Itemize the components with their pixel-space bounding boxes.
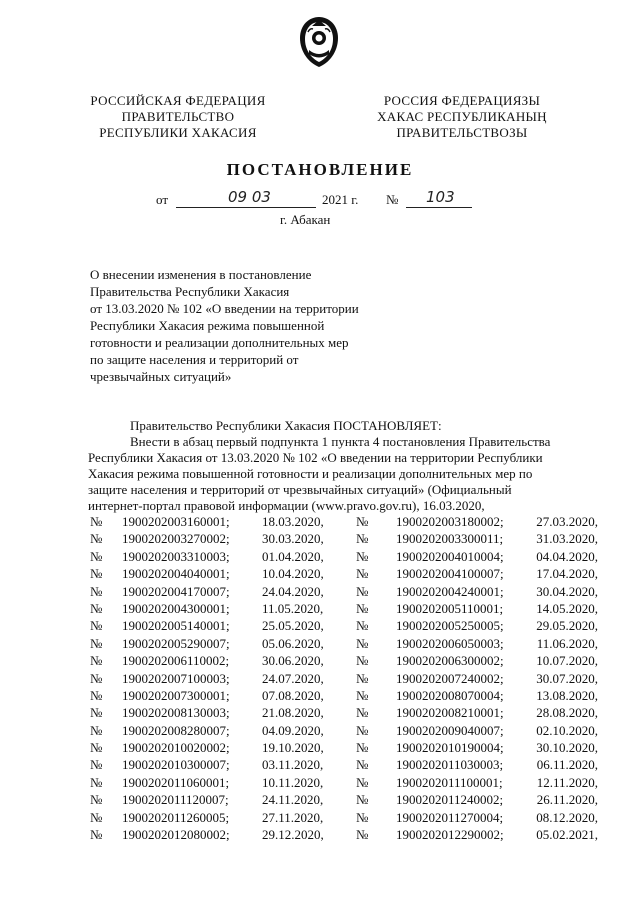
registry-number: 1900202004040001; (122, 566, 230, 582)
publication-date: 24.11.2020, (262, 792, 324, 808)
registry-number: 1900202007240002; (396, 670, 504, 686)
document-title: ПОСТАНОВЛЕНИЕ (226, 160, 414, 179)
coat-of-arms-icon (296, 14, 342, 70)
registry-row (88, 792, 600, 809)
registry-row (88, 723, 600, 740)
publication-date: 05.02.2021, (536, 827, 598, 843)
registry-row (88, 601, 600, 618)
registry-number: 1900202005290007; (122, 635, 230, 651)
number-sign: № (356, 670, 369, 686)
number-sign: № (356, 792, 369, 808)
body-line: Внести в абзац первый подпункта 1 пункта 4 постановления Правительства (130, 434, 551, 449)
number-sign: № (356, 566, 369, 582)
registry-number: 1900202012080002; (122, 827, 230, 843)
header-left-line-3: РЕСПУБЛИКИ ХАКАСИЯ (99, 125, 257, 140)
registry-number: 1900202003180002; (396, 514, 504, 529)
number-sign: № (356, 827, 369, 843)
handwritten-number: 103 (426, 188, 455, 206)
registry-row (88, 671, 600, 688)
number-sign: № (90, 635, 103, 651)
registry-number: 1900202011270004; (396, 809, 504, 825)
registry-row (88, 810, 600, 827)
registry-number: 1900202009040007; (396, 722, 504, 738)
number-sign: № (356, 514, 369, 529)
publication-date: 14.05.2020, (536, 600, 598, 616)
body-line: защите населения и территорий от чрезвычайных ситуаций» (Официальный (88, 482, 512, 497)
handwritten-date: 09 03 (228, 188, 271, 206)
registry-number: 1900202004240001; (396, 583, 504, 599)
subject-line: чрезвычайных ситуаций» (90, 369, 232, 384)
registry-number: 1900202008210001; (396, 705, 504, 721)
subject-line: готовности и реализации дополнительных мер (90, 335, 349, 350)
registry-number: 1900202008070004; (396, 687, 504, 703)
registry-number: 1900202006110002; (122, 653, 230, 669)
registry-row (88, 531, 600, 548)
number-sign: № (90, 531, 103, 547)
registry-row (88, 740, 600, 757)
publication-date: 30.03.2020, (262, 531, 324, 547)
publication-date: 13.08.2020, (536, 687, 598, 703)
number-sign: № (356, 757, 369, 773)
header-right-line-3: ПРАВИТЕЛЬСТВОЗЫ (396, 125, 528, 140)
number-sign: № (356, 653, 369, 669)
number-sign: № (90, 740, 103, 756)
publication-date: 11.05.2020, (262, 600, 324, 616)
registry-row (88, 705, 600, 722)
registry-number: 1900202004170007; (122, 583, 230, 599)
year-label: 2021 г. (322, 192, 359, 207)
date-number-line (150, 188, 510, 212)
header-right (362, 93, 562, 141)
number-sign: № (356, 531, 369, 547)
publication-date: 10.04.2020, (262, 566, 324, 582)
number-sign: № (90, 548, 103, 564)
publication-date: 30.06.2020, (262, 653, 324, 669)
publication-date: 08.12.2020, (536, 809, 598, 825)
registry-number: 1900202006050003; (396, 635, 504, 651)
publication-date: 11.06.2020, (536, 635, 598, 651)
publication-date: 24.04.2020, (262, 583, 324, 599)
publication-date: 30.04.2020, (536, 583, 598, 599)
number-sign: № (356, 774, 369, 790)
registry-number: 1900202010190004; (396, 740, 504, 756)
publication-date: 12.11.2020, (536, 774, 598, 790)
registry-number: 1900202003310003; (122, 548, 230, 564)
registry-number: 1900202007100003; (122, 670, 230, 686)
registry-number: 1900202007300001; (122, 687, 230, 703)
subject-line: Республики Хакасия режима повышенной (90, 318, 325, 333)
publication-date: 10.11.2020, (262, 774, 324, 790)
registry-row (88, 566, 600, 583)
number-sign: № (356, 687, 369, 703)
publication-date: 01.04.2020, (262, 548, 324, 564)
registry-row (88, 549, 600, 566)
registry-number: 1900202005250005; (396, 618, 504, 634)
publication-date: 29.05.2020, (536, 618, 598, 634)
registry-number: 1900202012290002; (396, 827, 504, 843)
publication-date: 07.08.2020, (262, 687, 324, 703)
number-sign: № (356, 548, 369, 564)
publication-date: 31.03.2020, (536, 531, 598, 547)
publication-date: 21.08.2020, (262, 705, 324, 721)
registry-number: 1900202008130003; (122, 705, 230, 721)
number-sign: № (90, 792, 103, 808)
number-sign: № (90, 600, 103, 616)
registry-number: 1900202011030003; (396, 757, 504, 773)
subject-line: от 13.03.2020 № 102 «О введении на территории (90, 301, 359, 316)
subject-line: по защите населения и территорий от (90, 352, 299, 367)
date-prefix: от (156, 192, 169, 207)
registry-row (88, 584, 600, 601)
subject-line: О внесении изменения в постановление (90, 267, 312, 282)
number-sign: № (90, 583, 103, 599)
header-right-line-1: РОССИЯ ФЕДЕРАЦИЯЗЫ (383, 93, 541, 108)
number-sign: № (90, 809, 103, 825)
registry-row (88, 775, 600, 792)
number-sign: № (90, 722, 103, 738)
number-sign: № (90, 687, 103, 703)
publication-date: 30.10.2020, (536, 740, 598, 756)
registry-number: 1900202003270002; (122, 531, 230, 547)
resolution-intro: Правительство Республики Хакасия ПОСТАНОВЛЯЕТ: (130, 418, 442, 433)
publication-date: 27.03.2020, (536, 514, 598, 529)
publication-date: 10.07.2020, (536, 653, 598, 669)
publication-date: 06.11.2020, (536, 757, 598, 773)
registry-number: 1900202011240002; (396, 792, 504, 808)
publication-date: 24.07.2020, (262, 670, 324, 686)
document-body (88, 418, 598, 514)
body-line: интернет-портал правовой информации (www.pravo.gov.ru), 16.03.2020, (88, 498, 485, 513)
registry-row (88, 827, 600, 844)
number-sign: № (90, 705, 103, 721)
publication-date: 19.10.2020, (262, 740, 324, 756)
number-sign: № (386, 192, 399, 207)
publication-date: 04.04.2020, (536, 548, 598, 564)
registry-row (88, 514, 600, 531)
registry-number: 1900202003300011; (396, 531, 504, 547)
publication-date: 27.11.2020, (262, 809, 324, 825)
number-sign: № (356, 583, 369, 599)
header-left (78, 93, 278, 141)
publication-date: 18.03.2020, (262, 514, 324, 529)
number-sign: № (90, 618, 103, 634)
registry-number: 1900202008280007; (122, 722, 230, 738)
number-underline (406, 207, 472, 208)
header-left-line-2: ПРАВИТЕЛЬСТВО (121, 109, 235, 124)
number-sign: № (90, 514, 103, 529)
number-sign: № (356, 740, 369, 756)
number-sign: № (356, 618, 369, 634)
publication-date: 28.08.2020, (536, 705, 598, 721)
number-sign: № (356, 809, 369, 825)
registry-row (88, 688, 600, 705)
registry-row (88, 653, 600, 670)
date-underline (176, 207, 316, 208)
registry-number-list (88, 514, 600, 844)
publication-date: 03.11.2020, (262, 757, 324, 773)
publication-date: 05.06.2020, (262, 635, 324, 651)
number-sign: № (90, 827, 103, 843)
publication-date: 29.12.2020, (262, 827, 324, 843)
registry-number: 1900202011120007; (122, 792, 229, 808)
registry-number: 1900202011260005; (122, 809, 230, 825)
body-line: Хакасия режима повышенной готовности и реализации дополнительных мер по (88, 466, 533, 481)
header-left-line-1: РОССИЙСКАЯ ФЕДЕРАЦИЯ (90, 93, 266, 108)
number-sign: № (90, 774, 103, 790)
registry-row (88, 636, 600, 653)
header-right-line-2: ХАКАС РЕСПУБЛИКАНЫҢ (377, 109, 547, 124)
registry-number: 1900202010300007; (122, 757, 230, 773)
city-label: г. Абакан (280, 212, 331, 227)
registry-row (88, 618, 600, 635)
registry-row (88, 757, 600, 774)
subject-line: Правительства Республики Хакасия (90, 284, 290, 299)
registry-number: 1900202011060001; (122, 774, 230, 790)
publication-date: 30.07.2020, (536, 670, 598, 686)
registry-number: 1900202005140001; (122, 618, 230, 634)
number-sign: № (90, 757, 103, 773)
registry-number: 1900202006300002; (396, 653, 504, 669)
number-sign: № (356, 600, 369, 616)
number-sign: № (90, 653, 103, 669)
body-line: Республики Хакасия от 13.03.2020 № 102 «О введении на территории Республики (88, 450, 543, 465)
registry-number: 1900202004300001; (122, 600, 230, 616)
registry-number: 1900202010020002; (122, 740, 230, 756)
publication-date: 04.09.2020, (262, 722, 324, 738)
number-sign: № (90, 670, 103, 686)
publication-date: 25.05.2020, (262, 618, 324, 634)
number-sign: № (90, 566, 103, 582)
registry-number: 1900202003160001; (122, 514, 230, 529)
publication-date: 02.10.2020, (536, 722, 598, 738)
number-sign: № (356, 635, 369, 651)
number-sign: № (356, 722, 369, 738)
registry-number: 1900202005110001; (396, 600, 504, 616)
publication-date: 26.11.2020, (536, 792, 598, 808)
registry-number: 1900202004100007; (396, 566, 504, 582)
number-sign: № (356, 705, 369, 721)
document-subject (90, 266, 386, 385)
registry-number: 1900202011100001; (396, 774, 503, 790)
publication-date: 17.04.2020, (536, 566, 598, 582)
registry-number: 1900202004010004; (396, 548, 504, 564)
